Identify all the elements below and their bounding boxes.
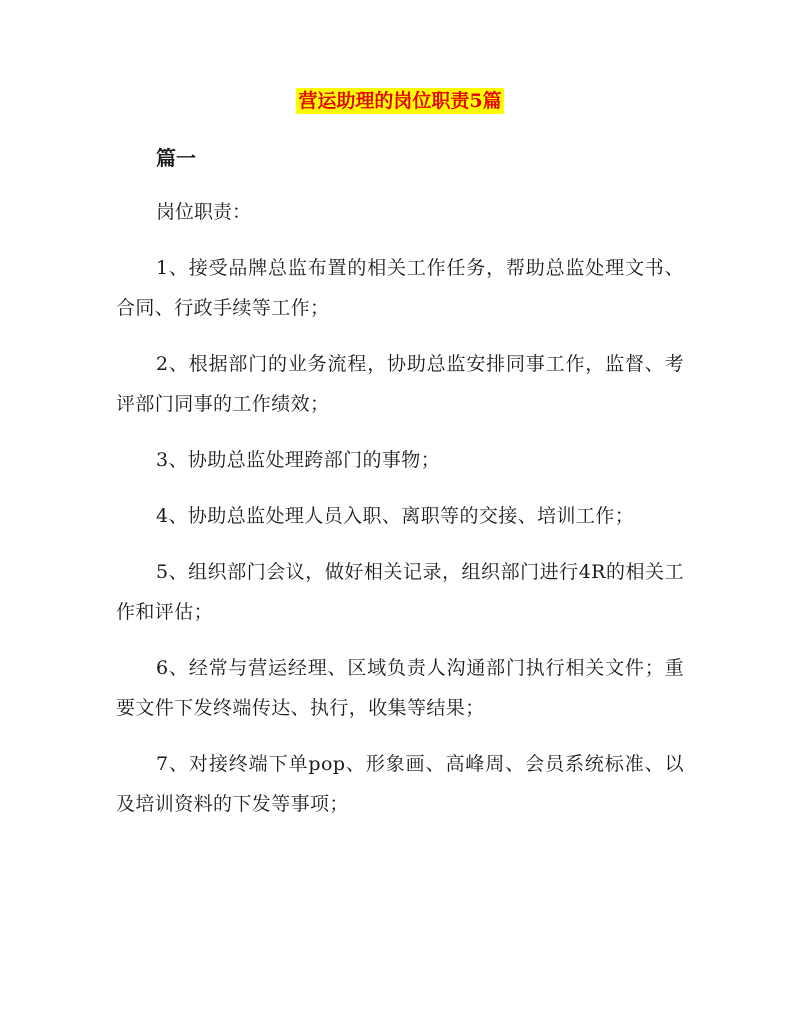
title-wrapper xyxy=(116,88,684,114)
duty-item-6: 6、经常与营运经理、区域负责人沟通部门执行相关文件；重要文件下发终端传达、执行，收集等结果； xyxy=(116,657,684,719)
duty-item-4: 4、协助总监处理人员入职、离职等的交接、培训工作； xyxy=(156,505,635,527)
section-heading: 篇一 xyxy=(156,146,196,170)
duty-item-1: 1、接受品牌总监布置的相关工作任务，帮助总监处理文书、合同、行政手续等工作； xyxy=(116,257,684,319)
duty-item-2: 2、根据部门的业务流程，协助总监安排同事工作，监督、考评部门同事的工作绩效； xyxy=(116,353,684,415)
subheading: 岗位职责： xyxy=(156,201,252,223)
duty-item-7: 7、对接终端下单pop、形象画、高峰周、会员系统标准、以及培训资料的下发等事项； xyxy=(116,753,684,815)
document-title: 营运助理的岗位职责5篇 xyxy=(298,90,502,112)
duty-item-5: 5、组织部门会议，做好相关记录，组织部门进行4R的相关工作和评估； xyxy=(116,561,684,623)
duty-item-3: 3、协助总监处理跨部门的事物； xyxy=(156,449,441,471)
